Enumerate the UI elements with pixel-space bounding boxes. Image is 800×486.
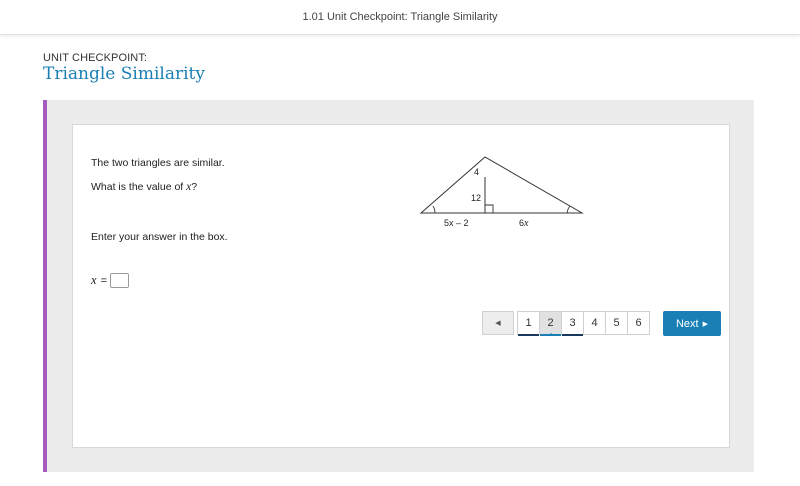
next-button[interactable] <box>663 311 721 336</box>
window-title: 1.01 Unit Checkpoint: Triangle Similarity <box>302 11 498 23</box>
answer-equals: = <box>100 274 107 287</box>
answer-instruction: Enter your answer in the box. <box>91 231 228 243</box>
next-button-label: Next <box>675 317 699 330</box>
answer-variable: x <box>91 273 97 287</box>
page-button-2[interactable] <box>539 311 562 335</box>
question-prompt-prefix: What is the value of <box>91 181 187 193</box>
segment-label-top: 4 <box>474 167 480 177</box>
question-pager <box>482 311 650 337</box>
segment-label-base-left: 5x – 2 <box>444 218 469 228</box>
left-angle-arc <box>433 206 435 213</box>
question-statement: The two triangles are similar. <box>91 157 225 169</box>
page-button-1[interactable]: 1 <box>517 311 540 335</box>
base-right-variable: x <box>524 218 529 229</box>
page-button-3[interactable]: 3 <box>561 311 584 335</box>
page-button-2-label: 2 <box>547 317 554 329</box>
segment-label-height: 12 <box>471 193 482 203</box>
right-angle-mark <box>485 205 493 213</box>
stage-accent-bar <box>43 100 47 472</box>
segment-label-base-right <box>519 218 528 229</box>
page-eyebrow: UNIT CHECKPOINT: <box>43 52 148 64</box>
question-prompt-variable: x <box>186 181 192 193</box>
triangles-diagram <box>417 153 587 233</box>
outer-triangle <box>421 157 582 213</box>
page-button-5[interactable]: 5 <box>605 311 628 335</box>
question-prompt <box>91 181 197 193</box>
base-right-number: 6 <box>519 218 525 228</box>
caret-left-icon: ◀ <box>495 320 501 327</box>
page-title: Triangle Similarity <box>43 64 205 84</box>
window-title-bar <box>0 0 800 35</box>
right-angle-arc <box>567 206 570 213</box>
question-prompt-suffix: ? <box>191 181 198 193</box>
similar-triangles-figure <box>417 153 587 233</box>
page-button-4[interactable]: 4 <box>583 311 606 335</box>
page-button-6[interactable]: 6 <box>627 311 650 335</box>
current-page-caret-icon <box>548 333 554 336</box>
caret-right-icon: ▶ <box>702 320 708 328</box>
previous-question-button[interactable] <box>482 311 514 335</box>
question-stage <box>43 100 754 472</box>
question-card <box>72 124 730 448</box>
answer-input[interactable] <box>110 273 129 288</box>
answer-row <box>91 273 129 288</box>
